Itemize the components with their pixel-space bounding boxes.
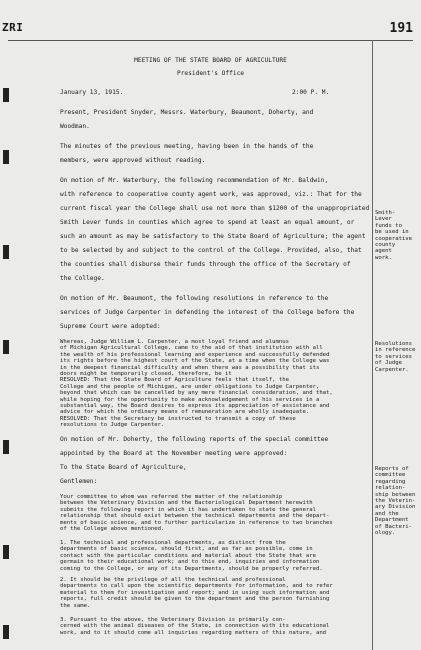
meeting-location: President's Office [176, 70, 245, 77]
body-line: current fiscal year the College shall use not more than $1200 of the unappropriated [60, 205, 370, 212]
body-line: Present, President Snyder, Messrs. Waterbury, Beaumont, Doherty, and [60, 109, 314, 116]
index-tab [3, 150, 9, 164]
index-tab [3, 245, 9, 259]
meeting-title: MEETING OF THE STATE BOARD OF AGRICULTURE [134, 57, 287, 64]
meeting-time: 2:00 P. M. [292, 89, 330, 96]
index-tab [3, 625, 9, 639]
body-line: On motion of Mr. Doherty, the following reports of the special committee [60, 436, 329, 443]
body-line: Smith Lever funds in counties which agree to spend at least an equal amount, or [60, 219, 355, 226]
header-rule [8, 40, 413, 41]
body-line: members, were approved without reading. [60, 157, 206, 164]
body-line: Supreme Court were adopted: [60, 323, 161, 330]
body-line: On motion of Mr. Beaumont, the following resolutions in reference to the [60, 295, 329, 302]
meeting-date: January 13, 1915. [60, 89, 124, 96]
body-line: the counties shall disburse their funds through the office of the Secretary of [60, 261, 351, 268]
body-line: with reference to cooperative county agent work, was approved, viz.: That for the [60, 191, 362, 198]
index-tab [3, 88, 9, 102]
page-number: 191 [389, 21, 413, 36]
body-line: appointed by the Board at the November meeting were approved: [60, 450, 288, 457]
body-line: Woodman. [60, 123, 90, 130]
body-line: To the State Board of Agriculture, [60, 464, 187, 471]
salutation: Gentlemen: [60, 478, 98, 485]
report-paragraph-1: 1. The technical and professional departments, as distinct from the departments of basic science, should first, and as far as possible, come in contact with the particular conditions and material about the State that are germain to their educational work; and to this end, inquiries and information coming to the College, or any of its Departments, should be properly referred. [60, 540, 323, 572]
resolution-text: Whereas, Judge William L. Carpenter, a most loyal friend and alumnus of Michigan Agricultural College, came to the aid of that institution with all the wealth of his professional learning and experience and successfully defended its rights before the highest court of the State, at a time when the College was in the deepest financial difficulty and when there was a possibility that its doors might be temporarily closed, therefore, be it RESOLVED: That the State Board of Agriculture feels that itself, the College and the people of Michigan, are under obligations to Judge Carpenter, beyond that which can be cancelled by any mere financial consideration, and that, while hoping for the opportunity to make acknowledgement of his services in a substantial way, the Board desires to express its appreciation of assistance and advice for which the ordinary means of remuneration are wholly inadequate. RESOLVED: That the Secretary be instructed to transmit a copy of these resolutions to Judge Carpenter. [60, 339, 333, 429]
body-line: the College. [60, 275, 105, 282]
header-code: ZRI [2, 21, 24, 34]
body-line: services of Judge Carpenter in defending the interest of the College before the [60, 309, 355, 316]
index-tab [3, 440, 9, 454]
report-paragraph-2: 2. It should be the privilege of all the technical and professional departments to call upon the scientific departments for information, and to refer material to them for investigation and report; and in using such information and reports, full credit should be given to the department and the person furnishing the same. [60, 577, 333, 609]
margin-note-committee: Reports of committee regarding relation- ship between the Veterin- ary Division and the Department of Bacteri- ology. [375, 466, 416, 537]
body-line: such an amount as may be satisfactory to the State Board of Agriculture; the agent [60, 233, 366, 240]
report-intro: Your committee to whom was referred the matter of the relationship between the Veterinary Division and the Bacteriological Department herewith submits the following report in which it has undertaken to state the general relationship that should exist between the technical departments and the depart- ments of basic science, and to further particularize in reference to two branches of the College above mentioned. [60, 494, 333, 533]
body-line: to be selected by and subject to the control of the College. Provided, also, that [60, 247, 362, 254]
margin-note-carpenter: Resolutions in reference to services of Judge Carpenter. [375, 341, 416, 373]
body-line: On motion of Mr. Waterbury, the following recommendation of Mr. Baldwin, [60, 177, 329, 184]
index-tab [3, 545, 9, 559]
margin-note-smith-lever: Smith- Lever funds to be used in cooperative county agent work. [375, 210, 413, 261]
body-line: The minutes of the previous meeting, having been in the hands of the [60, 143, 314, 150]
index-tab [3, 340, 9, 354]
report-paragraph-3: 3. Pursuant to the above, the Veterinary Division is primarily con- cerned with the animal diseases of the State, in connection with its educational work, and to it should come all inquiries regarding matters of this nature, and [60, 617, 330, 636]
